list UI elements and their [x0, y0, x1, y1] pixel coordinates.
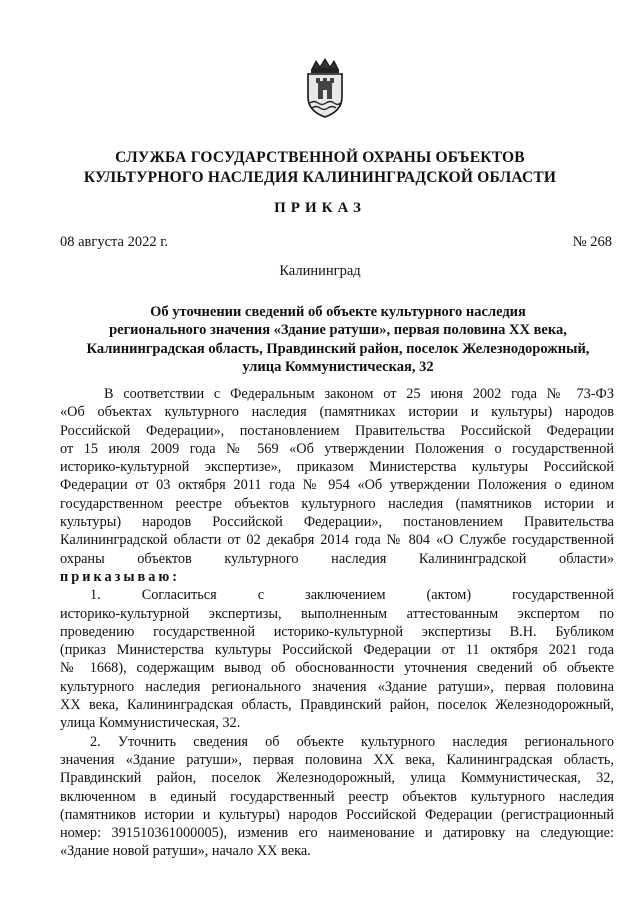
organization-name: [0, 148, 640, 188]
org-line-1: СЛУЖБА ГОСУДАРСТВЕННОЙ ОХРАНЫ ОБЪЕКТОВ: [115, 149, 525, 166]
document-city: Калининград: [279, 263, 361, 279]
document-body: [60, 385, 614, 861]
preamble-line: культуры) народов Российской Федерации», постановлением Правительства: [60, 514, 614, 531]
item-1-line: 1. Согласиться с заключением (актом) государственной: [90, 587, 614, 604]
title-line: Об уточнении сведений об объекте культурного наследия: [150, 304, 526, 320]
document-type: ПРИКАЗ: [274, 200, 366, 216]
title-line: улица Коммунистическая, 32: [242, 359, 434, 376]
title-line: регионального значения «Здание ратуши», первая половина XX века,: [109, 322, 567, 339]
preamble-line: Калининградской области от 02 декабря 2014 года № 804 «О Службе государственной: [60, 532, 614, 549]
item-1-line: историко-культурной экспертизы, выполненным аттестованным экспертом по: [60, 605, 614, 622]
document-number: № 268: [572, 234, 612, 250]
preamble-line: государственном реестре объектов культурного наследия (памятников истории и: [60, 495, 614, 512]
item-2-line: 2. Уточнить сведения об объекте культурного наследия регионального: [90, 733, 614, 750]
item-2-line: «Здание новой ратуши», начало XX века.: [60, 843, 311, 860]
preamble-line: историко-культурной экспертизе», приказом Министерства культуры Российской: [60, 459, 614, 476]
preamble-line: от 15 июля 2009 года № 569 «Об утверждении Положения о государственной: [60, 440, 614, 457]
item-1-line: культурного наследия регионального значения «Здание ратуши», первая половина: [60, 678, 614, 695]
item-2-line: Правдинский район, поселок Железнодорожный, улица Коммунистическая, 32,: [60, 770, 614, 787]
coat-of-arms-icon: [300, 57, 350, 119]
item-1-line: улица Коммунистическая, 32.: [60, 715, 241, 732]
item-1-line: № 1668), содержащим вывод об обоснованности уточнения сведений об объекте: [60, 660, 614, 677]
document-date: 08 августа 2022 г.: [60, 234, 169, 250]
item-2-line: номер: 391510361000005), изменив его наименование и датировку на следующие:: [60, 825, 614, 842]
preamble-line: охраны объектов культурного наследия Калининградской области»: [60, 550, 614, 567]
document-title: [60, 303, 616, 377]
item-2-line: включенном в единый государственный реестр объектов культурного наследия: [60, 788, 614, 805]
item-1-line: XX века, Калининградская область, Правдинский район, поселок Железнодорожный,: [60, 697, 614, 714]
preamble-line: Российской Федерации», постановлением Правительства Российской Федерации: [60, 422, 614, 439]
preamble-line: Федерации от 03 октября 2011 года № 954 «Об утверждении Положения о едином: [60, 477, 614, 494]
title-line: Калининградская область, Правдинский район, поселок Железнодорожный,: [86, 340, 590, 357]
org-line-2: КУЛЬТУРНОГО НАСЛЕДИЯ КАЛИНИНГРАДСКОЙ ОБЛАСТИ: [83, 169, 557, 186]
order-word: приказываю:: [60, 568, 181, 585]
item-2-line: (памятников истории и культуры) народов Российской Федерации (регистрационный: [60, 806, 614, 823]
preamble-line: «Об объектах культурного наследия (памятниках истории и культуры) народов: [60, 404, 614, 421]
preamble-line: В соответствии с Федеральным законом от 25 июня 2002 года № 73-ФЗ: [104, 386, 614, 402]
item-1-line: (приказ Министерства культуры Российской Федерации от 11 октября 2021 года: [60, 642, 614, 659]
item-1-line: проведению государственной историко-культурной экспертизы В.Н. Бубликом: [60, 623, 614, 640]
item-2-line: значения «Здание ратуши», первая половина XX века, Калининградская область,: [60, 751, 614, 768]
